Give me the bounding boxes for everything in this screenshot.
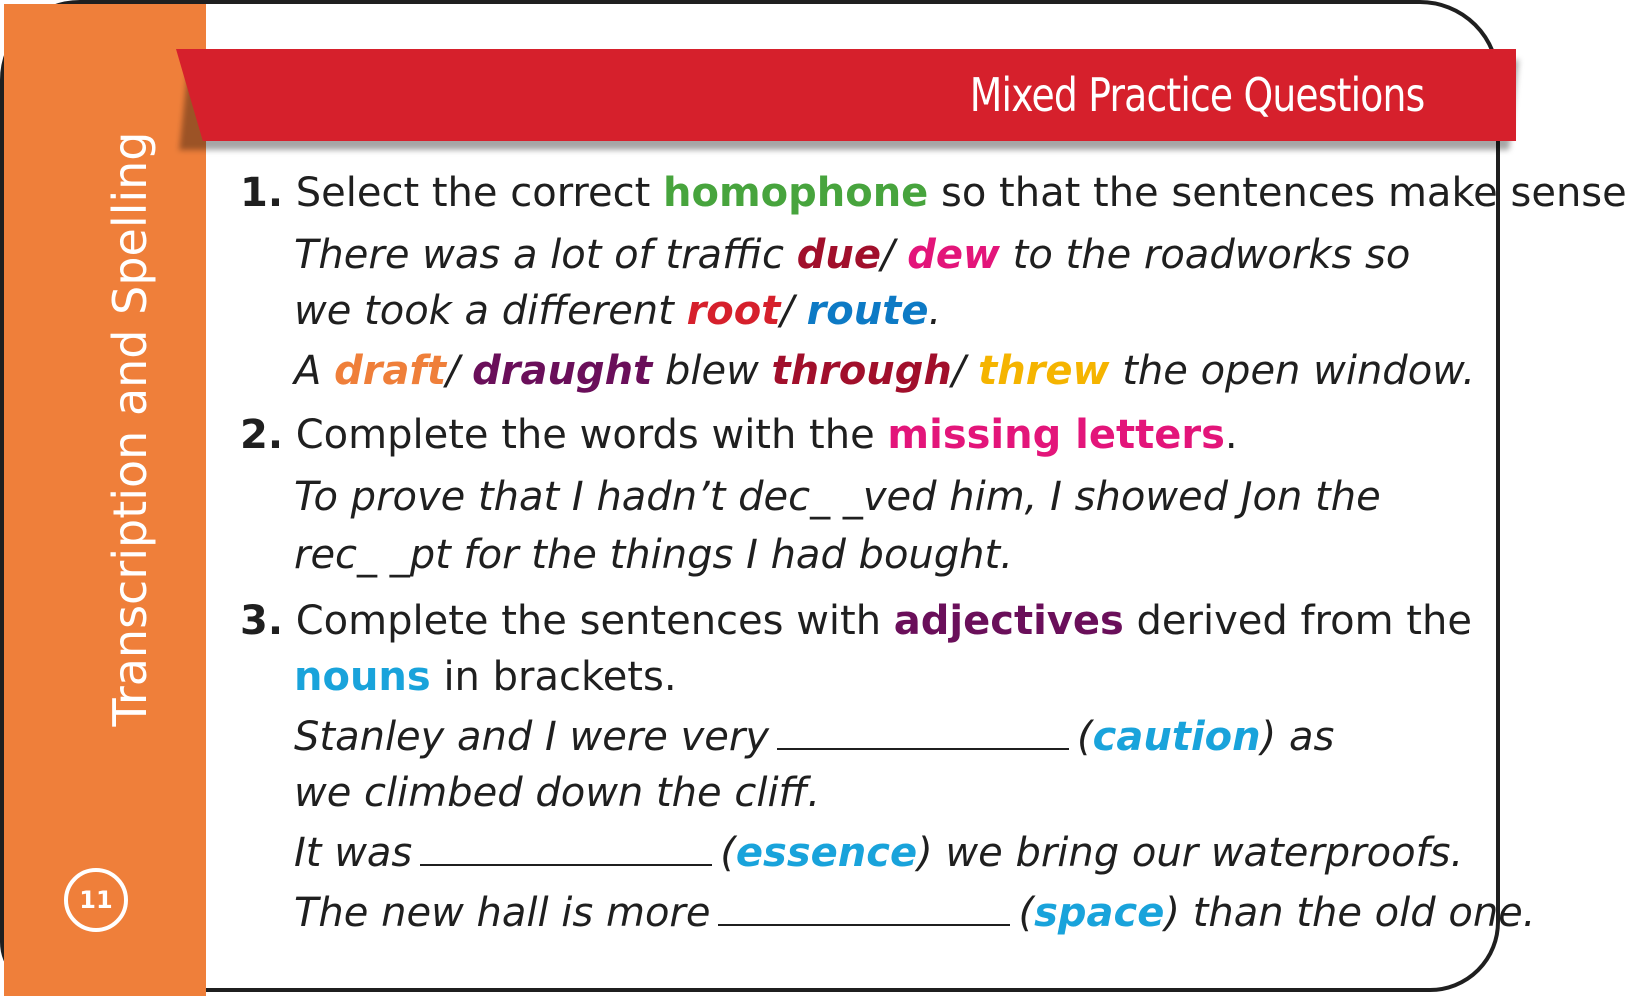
q1-keyword: homophone	[663, 170, 929, 216]
q1-prompt-a: Select the correct	[295, 170, 651, 216]
slash: /	[951, 348, 966, 394]
noun-caution: caution	[1092, 714, 1261, 760]
noun-space: space	[1034, 890, 1165, 936]
option-due[interactable]: due	[796, 232, 882, 278]
q3-number: 3.	[240, 598, 284, 644]
q1-sentence1-line1	[294, 232, 1410, 278]
q1-s1-text-a: There was a lot of traffic	[294, 232, 785, 278]
q1-s1-text-b: to the roadworks so	[1012, 232, 1411, 278]
q3-sentence3	[294, 890, 1536, 936]
q3-sentence2	[294, 830, 1463, 876]
answer-blank-3[interactable]	[718, 894, 1010, 926]
banner-title: Mixed Practice Questions	[969, 68, 1424, 122]
page-number-badge: 11	[64, 868, 128, 932]
noun-essence: essence	[735, 830, 918, 876]
q3-s1-text-b: as	[1288, 714, 1335, 760]
paren-close: )	[1164, 890, 1180, 936]
q3-prompt-a: Complete the sentences with	[295, 598, 882, 644]
q3-s1-text-a: Stanley and I were very	[294, 714, 770, 760]
q3-prompt-c: in brackets.	[443, 654, 677, 700]
paren-close: )	[917, 830, 933, 876]
q1-sentence1-line2	[294, 288, 941, 334]
q2-prompt	[240, 412, 1238, 458]
slash: /	[445, 348, 460, 394]
q3-keyword-nouns: nouns	[294, 654, 431, 700]
q1-s2-text-b: blew	[664, 348, 759, 394]
option-draft[interactable]: draft	[334, 348, 446, 394]
q2-sentence-line2: rec_ _pt for the things I had bought.	[294, 532, 1013, 578]
option-route[interactable]: route	[806, 288, 929, 334]
q1-s2-text-a: A	[294, 348, 322, 394]
option-threw[interactable]: threw	[978, 348, 1110, 394]
paren-open: (	[1077, 714, 1093, 760]
q3-prompt-b: derived from the	[1136, 598, 1472, 644]
q1-s1-period: .	[928, 288, 942, 334]
option-dew[interactable]: dew	[907, 232, 1000, 278]
q2-prompt-b: .	[1224, 412, 1238, 458]
answer-blank-1[interactable]	[777, 718, 1069, 750]
option-draught[interactable]: draught	[472, 348, 653, 394]
q3-s3-text-b: than the old one.	[1192, 890, 1536, 936]
section-title: Transcription and Spelling	[103, 131, 157, 727]
q1-number: 1.	[240, 170, 284, 216]
q3-sentence1-line2: we climbed down the cliff.	[294, 770, 821, 816]
q3-s2-text-a: It was	[294, 830, 413, 876]
q1-sentence2	[294, 348, 1475, 394]
q1-prompt-b: so that the sentences make sense	[941, 170, 1627, 216]
option-root[interactable]: root	[686, 288, 781, 334]
slash: /	[780, 288, 794, 334]
q3-s2-text-b: we bring our waterproofs.	[945, 830, 1464, 876]
q3-prompt-line2	[294, 654, 677, 700]
paren-close: )	[1260, 714, 1277, 760]
q3-prompt-line1	[240, 598, 1472, 644]
q3-keyword-adjectives: adjectives	[893, 598, 1124, 644]
q2-sentence-line1: To prove that I hadn’t dec_ _ved him, I showed Jon the	[294, 474, 1381, 520]
side-strip	[4, 4, 206, 996]
paren-open: (	[720, 830, 736, 876]
paren-open: (	[1018, 890, 1035, 936]
answer-blank-2[interactable]	[420, 834, 712, 866]
option-through[interactable]: through	[771, 348, 952, 394]
q3-s3-text-a: The new hall is more	[294, 890, 711, 936]
q2-number: 2.	[240, 412, 284, 458]
q1-prompt	[240, 170, 1627, 216]
q2-prompt-a: Complete the words with the	[295, 412, 875, 458]
q1-s1-text-c: we took a different	[294, 288, 674, 334]
slash: /	[881, 232, 895, 278]
q2-keyword: missing letters	[887, 412, 1225, 458]
q3-sentence1-line1	[294, 714, 1334, 760]
q1-s2-text-c: the open window.	[1122, 348, 1476, 394]
